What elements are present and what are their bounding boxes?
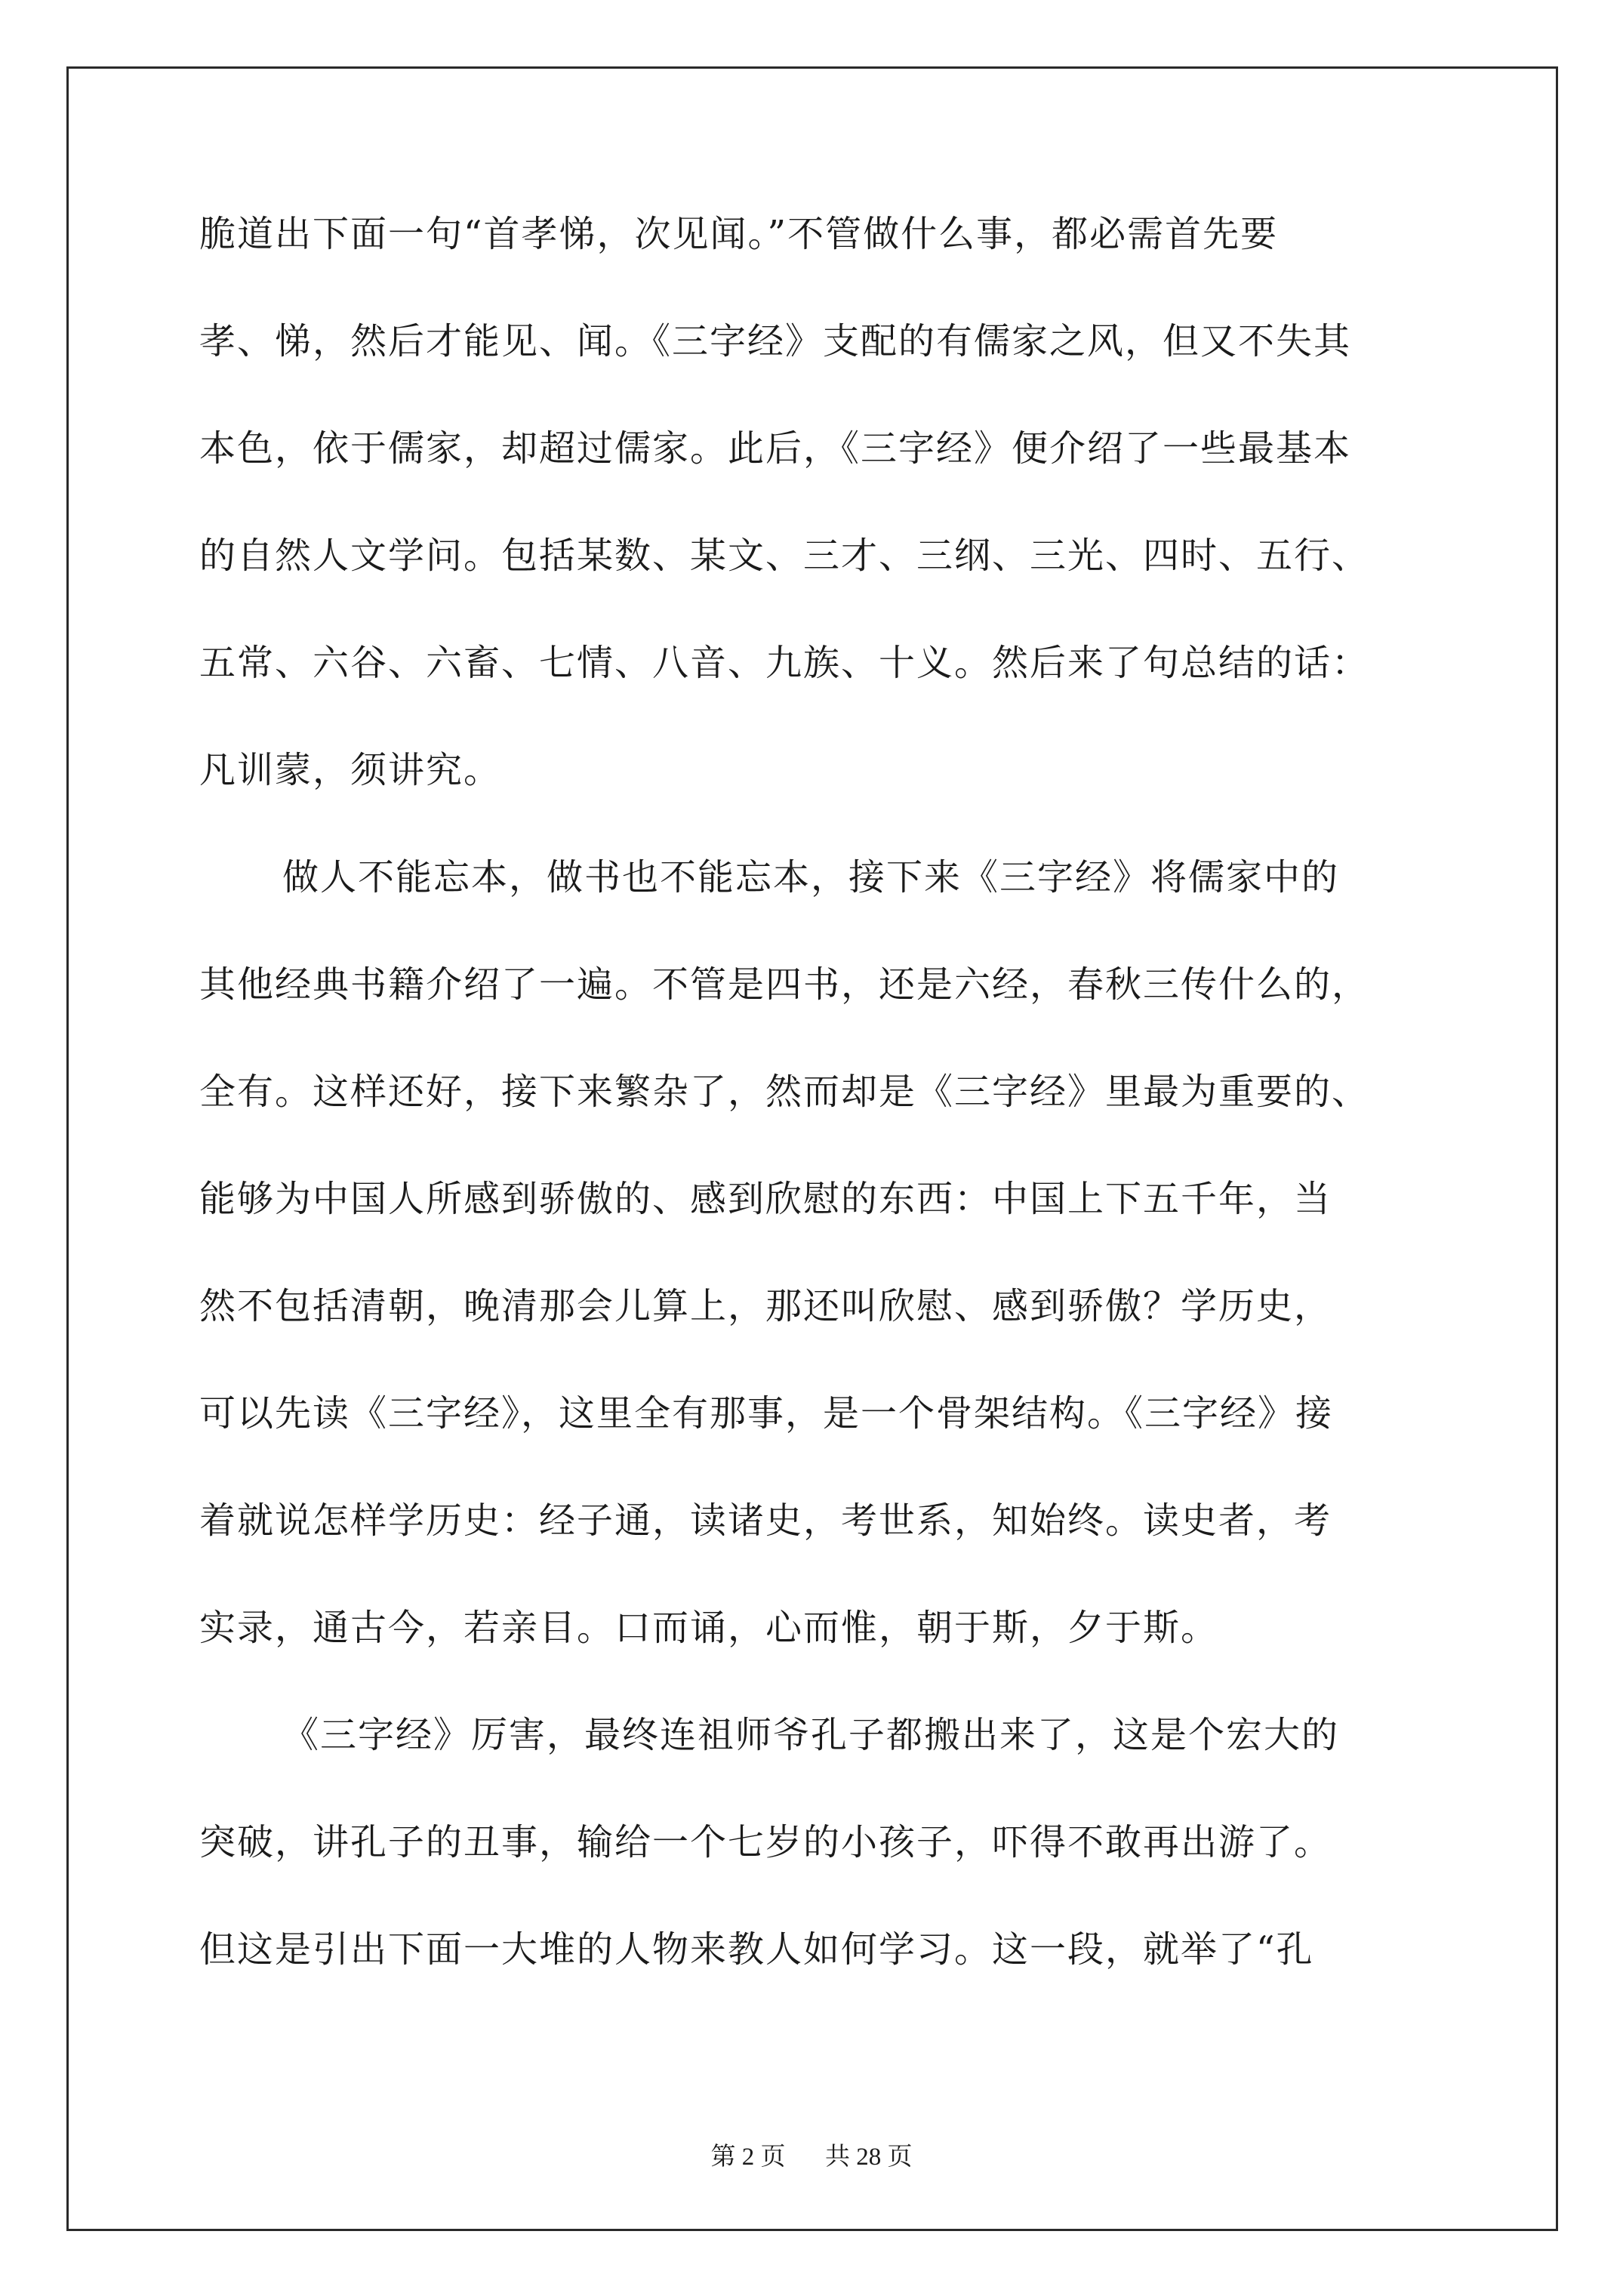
paragraph-first-line: 《三字经》厉害，最终连祖师爷孔子都搬出来了，这是个宏大的: [282, 1714, 1340, 1756]
text-line: 孝、悌，然后才能见、闻。《三字经》支配的有儒家之风，但又不失其: [199, 320, 1352, 362]
text-line: 五常、六谷、六畜、七情、八音、九族、十义。然后来了句总结的话：: [199, 642, 1370, 684]
text-line: 然不包括清朝，晚清那会儿算上，那还叫欣慰、感到骄傲？学历史，: [199, 1285, 1332, 1327]
text-line: 全有。这样还好，接下来繁杂了，然而却是《三字经》里最为重要的、: [199, 1071, 1370, 1113]
paragraph-first-line: 做人不能忘本，做书也不能忘本，接下来《三字经》将儒家中的: [282, 856, 1340, 898]
total-pages: 共 28 页: [825, 2143, 913, 2171]
text-line: 能够为中国人所感到骄傲的、感到欣慰的东西：中国上下五千年，当: [199, 1178, 1332, 1220]
page-footer: [0, 2142, 1623, 2172]
text-line: 但这是引出下面一大堆的人物来教人如何学习。这一段，就举了“孔: [199, 1928, 1314, 1971]
text-line: 的自然人文学问。包括某数、某文、三才、三纲、三光、四时、五行、: [199, 535, 1370, 577]
page-number: 第 2 页: [710, 2143, 786, 2171]
page-border: [66, 66, 1558, 2231]
text-line: 实录，通古今，若亲目。口而诵，心而惟，朝于斯，夕于斯。: [199, 1607, 1219, 1649]
text-line: 本色，依于儒家，却超过儒家。此后，《三字经》便介绍了一些最基本: [199, 427, 1352, 470]
text-line: 脆道出下面一句“首孝悌，次见闻。”不管做什么事，都必需首先要: [199, 213, 1279, 255]
text-line: 突破，讲孔子的丑事，输给一个七岁的小孩子，吓得不敢再出游了。: [199, 1821, 1332, 1863]
text-line: 着就说怎样学历史：经子通，读诸史，考世系，知始终。读史者，考: [199, 1499, 1332, 1542]
text-line: 其他经典书籍介绍了一遍。不管是四书，还是六经，春秋三传什么的，: [199, 963, 1370, 1006]
text-line: 凡训蒙，须讲究。: [199, 749, 502, 791]
text-line: 可以先读《三字经》，这里全有那事，是一个骨架结构。《三字经》接: [199, 1392, 1334, 1435]
